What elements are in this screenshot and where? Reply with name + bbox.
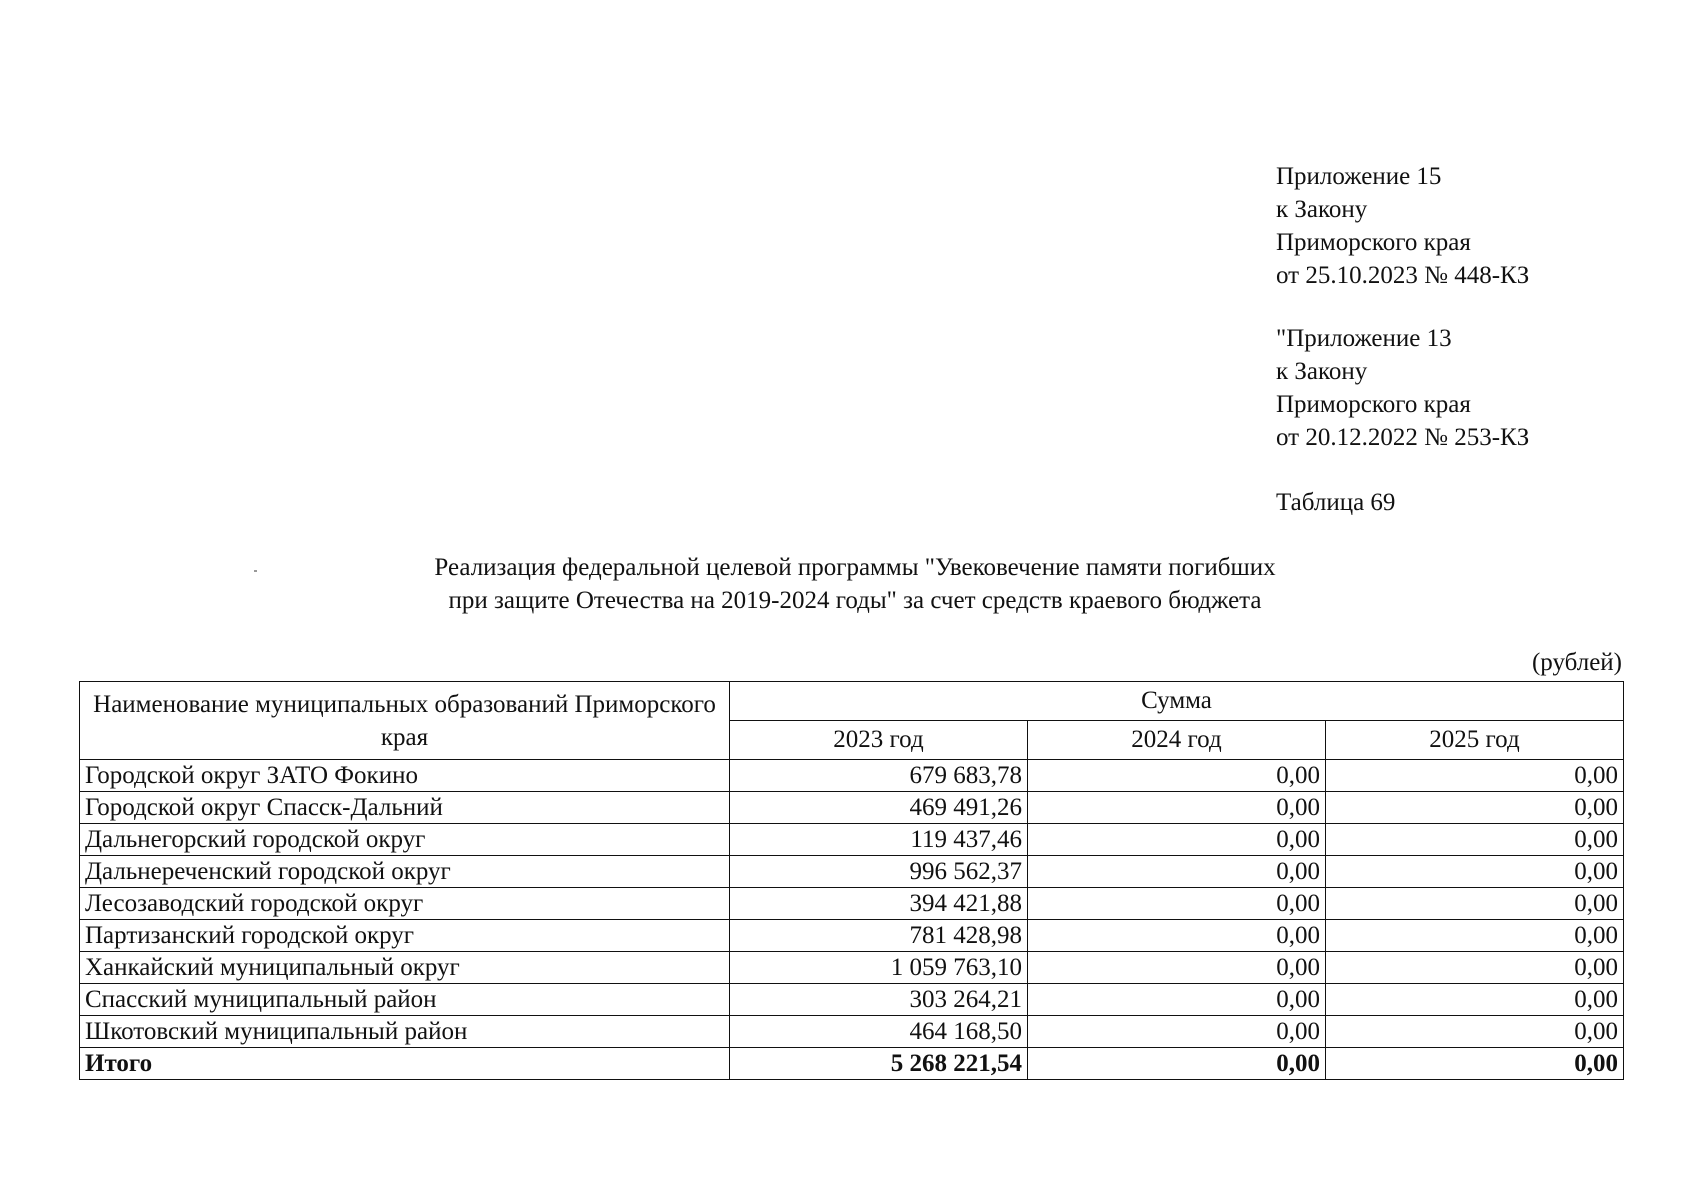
table-row [80, 920, 1624, 952]
municipality-name: Городской округ ЗАТО Фокино [80, 760, 730, 792]
appendix-reference-previous [1276, 322, 1529, 454]
amount-2023: 464 168,50 [730, 1016, 1028, 1048]
municipality-name: Дальнегорский городской округ [80, 824, 730, 856]
amount-2024: 0,00 [1028, 824, 1326, 856]
amount-2025: 0,00 [1326, 1016, 1624, 1048]
appendix-line: от 25.10.2023 № 448-КЗ [1276, 262, 1530, 289]
header-sum: Сумма [730, 682, 1624, 721]
municipality-name: Спасский муниципальный район [80, 984, 730, 1016]
total-2023: 5 268 221,54 [730, 1048, 1028, 1080]
amount-2025: 0,00 [1326, 984, 1624, 1016]
amount-2023: 679 683,78 [730, 760, 1028, 792]
appendix-reference-current [1276, 160, 1529, 292]
table-row [80, 856, 1624, 888]
municipality-name: Партизанский городской округ [80, 920, 730, 952]
amount-2025: 0,00 [1326, 920, 1624, 952]
municipality-name: Городской округ Спасск-Дальний [80, 792, 730, 824]
amount-2024: 0,00 [1028, 952, 1326, 984]
total-2024: 0,00 [1028, 1048, 1326, 1080]
table-total-row [80, 1048, 1624, 1080]
total-2025: 0,00 [1326, 1048, 1624, 1080]
amount-2024: 0,00 [1028, 792, 1326, 824]
municipality-name: Дальнереченский городской округ [80, 856, 730, 888]
amount-2024: 0,00 [1028, 920, 1326, 952]
amount-2025: 0,00 [1326, 888, 1624, 920]
scan-speck [254, 570, 257, 572]
municipality-name: Шкотовский муниципальный район [80, 1016, 730, 1048]
funding-table [79, 681, 1624, 1080]
table-number: Таблица 69 [1276, 489, 1396, 516]
amount-2023: 303 264,21 [730, 984, 1028, 1016]
amount-2025: 0,00 [1326, 792, 1624, 824]
amount-2023: 781 428,98 [730, 920, 1028, 952]
table-row [80, 984, 1624, 1016]
appendix-line: "Приложение 13 [1276, 325, 1452, 352]
header-year-2023: 2023 год [730, 721, 1028, 760]
table-row [80, 952, 1624, 984]
table-row [80, 792, 1624, 824]
total-label: Итого [80, 1048, 730, 1080]
title-line: Реализация федеральной целевой программы "Увековечение памяти погибших [434, 554, 1276, 581]
appendix-line: Приморского края [1276, 391, 1471, 418]
amount-2025: 0,00 [1326, 824, 1624, 856]
header-municipality: Наименование муниципальных образований Приморского края [80, 682, 730, 760]
amount-2025: 0,00 [1326, 760, 1624, 792]
amount-2025: 0,00 [1326, 856, 1624, 888]
header-year-2025: 2025 год [1326, 721, 1624, 760]
title-line: при защите Отечества на 2019-2024 годы" за счет средств краевого бюджета [448, 587, 1262, 614]
appendix-line: Приложение 15 [1276, 163, 1442, 190]
appendix-line: к Закону [1276, 196, 1368, 223]
units-note: (рублей) [1531, 649, 1622, 676]
amount-2024: 0,00 [1028, 856, 1326, 888]
table-row [80, 1016, 1624, 1048]
appendix-line: от 20.12.2022 № 253-КЗ [1276, 424, 1530, 451]
amount-2023: 996 562,37 [730, 856, 1028, 888]
amount-2024: 0,00 [1028, 1016, 1326, 1048]
municipality-name: Лесозаводский городской округ [80, 888, 730, 920]
amount-2023: 469 491,26 [730, 792, 1028, 824]
amount-2024: 0,00 [1028, 888, 1326, 920]
amount-2023: 1 059 763,10 [730, 952, 1028, 984]
appendix-line: Приморского края [1276, 229, 1471, 256]
amount-2023: 394 421,88 [730, 888, 1028, 920]
municipality-name: Ханкайский муниципальный округ [80, 952, 730, 984]
appendix-line: к Закону [1276, 358, 1368, 385]
header-year-2024: 2024 год [1028, 721, 1326, 760]
amount-2023: 119 437,46 [730, 824, 1028, 856]
document-title [270, 551, 1440, 617]
table-row [80, 760, 1624, 792]
table-row [80, 824, 1624, 856]
amount-2024: 0,00 [1028, 984, 1326, 1016]
table-row [80, 888, 1624, 920]
amount-2025: 0,00 [1326, 952, 1624, 984]
amount-2024: 0,00 [1028, 760, 1326, 792]
